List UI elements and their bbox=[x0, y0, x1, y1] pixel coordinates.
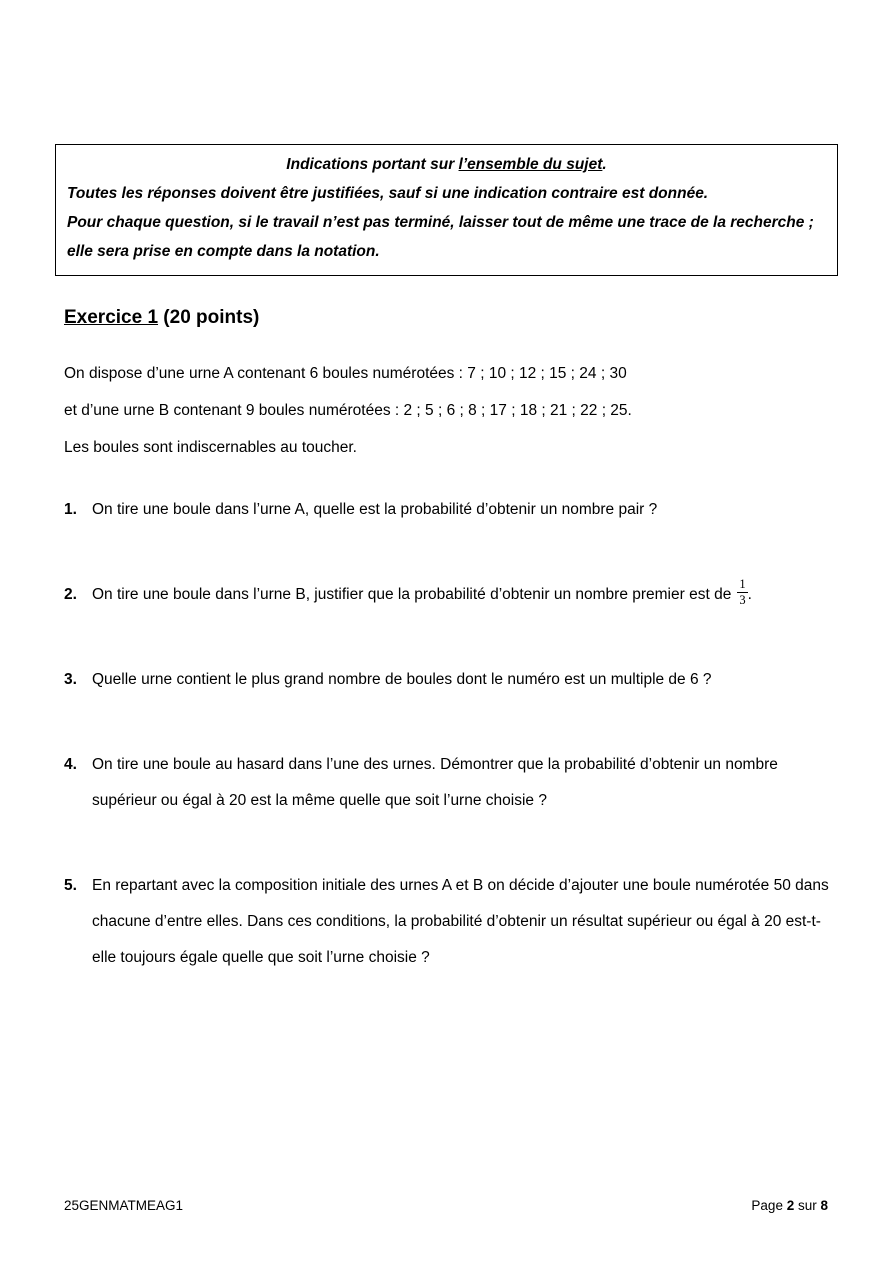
question-4-text: On tire une boule au hasard dans l’une des urnes. Démontrer que la probabilité d’obtenir un nombre supérieur ou égal à 20 est la même quelle que soit l’urne choisie ? bbox=[92, 756, 778, 809]
question-1-number: 1. bbox=[64, 501, 77, 518]
question-list bbox=[64, 492, 829, 976]
exercise-heading bbox=[64, 306, 829, 329]
question-3 bbox=[64, 662, 829, 698]
question-2-number: 2. bbox=[64, 586, 77, 603]
notice-box bbox=[55, 144, 838, 276]
fraction-denominator: 3 bbox=[739, 593, 746, 608]
page-number: 2 bbox=[786, 1198, 795, 1213]
document-code: 25GENMATMEAG1 bbox=[64, 1198, 184, 1213]
question-2-text bbox=[92, 577, 829, 613]
page-indicator bbox=[751, 1197, 828, 1215]
question-5 bbox=[64, 868, 829, 976]
page-total: 8 bbox=[820, 1198, 828, 1213]
exercise-title: Exercice 1 bbox=[64, 307, 159, 328]
exercise-points: (20 points) bbox=[158, 307, 260, 328]
intro-line-2: et d’une urne B contenant 9 boules numérotées : 2 ; 5 ; 6 ; 8 ; 17 ; 18 ; 21 ; 22 ; 25. bbox=[64, 402, 632, 419]
question-2-suffix: . bbox=[747, 586, 752, 603]
intro-line-1: On dispose d’une urne A contenant 6 boules numérotées : 7 ; 10 ; 12 ; 15 ; 24 ; 30 bbox=[64, 365, 627, 382]
fraction-one-third bbox=[737, 578, 747, 607]
page-indicator-sur: sur bbox=[794, 1198, 821, 1213]
question-4-number: 4. bbox=[64, 756, 77, 773]
question-5-text: En repartant avec la composition initiale des urnes A et B on décide d’ajouter une boule numérotée 50 dans chacune d’entre elles. Dans ces conditions, la probabilité d’obtenir un résultat supérieur ou égal à 20 est-t-elle toujours égale quelle que soit l’urne choisie ? bbox=[92, 877, 829, 966]
notice-line-2: Pour chaque question, si le travail n’est pas terminé, laisser tout de même une trace de la recherche ; elle sera prise en compte dans la notation. bbox=[67, 214, 814, 260]
page-footer bbox=[64, 1197, 828, 1215]
question-2 bbox=[64, 577, 829, 613]
notice-title-underlined: l’ensemble du sujet bbox=[458, 156, 603, 173]
intro-line-3: Les boules sont indiscernables au toucher. bbox=[64, 439, 357, 456]
question-4 bbox=[64, 747, 829, 819]
exercise-intro bbox=[64, 355, 829, 466]
question-3-text: Quelle urne contient le plus grand nombre de boules dont le numéro est un multiple de 6 ? bbox=[92, 671, 712, 688]
question-1 bbox=[64, 492, 829, 528]
page-content bbox=[55, 144, 838, 976]
page-indicator-prefix: Page bbox=[751, 1198, 787, 1213]
notice-title bbox=[67, 150, 826, 179]
question-1-text: On tire une boule dans l’urne A, quelle est la probabilité d’obtenir un nombre pair ? bbox=[92, 501, 658, 518]
notice-line-1: Toutes les réponses doivent être justifiées, sauf si une indication contraire est donnée. bbox=[67, 185, 709, 202]
notice-title-suffix: . bbox=[602, 156, 607, 173]
notice-title-prefix: Indications portant sur bbox=[286, 156, 459, 173]
question-3-number: 3. bbox=[64, 671, 77, 688]
fraction-numerator: 1 bbox=[737, 578, 747, 593]
question-5-number: 5. bbox=[64, 877, 77, 894]
question-2-body: On tire une boule dans l’urne B, justifier que la probabilité d’obtenir un nombre premier est de bbox=[92, 586, 732, 603]
